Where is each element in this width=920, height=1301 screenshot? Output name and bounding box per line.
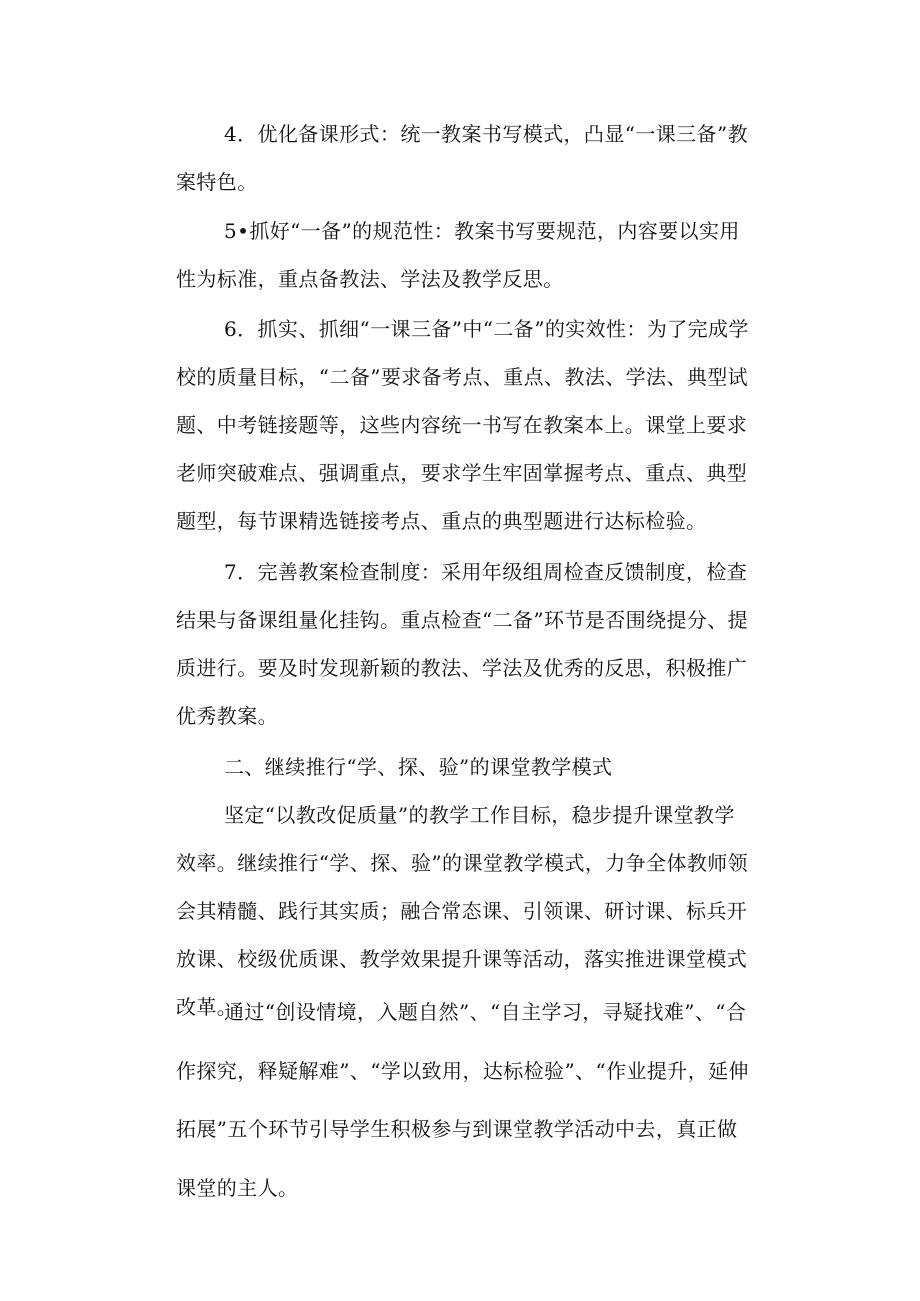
section-heading: 二、继续推行“学、探、验”的课堂教学模式 (224, 755, 613, 779)
paragraph-item-6: 6．抓实、抓细“一课三备”中“二备”的实效性：为了完成学校的质量目标，“二备”要求备考点、重点、教法、学法、典型试题、中考链接题等，这些内容统一书写在教案本上。课堂上要求老师突破难点、强调重点，要求学生牢固掌握考点、重点、典型题型，每节课精选链接考点、重点的典型题进行达标检验。 (176, 317, 749, 533)
section-paragraph-steps: 通过“创设情境，入题自然”、“自主学习，寻疑找难”、“合作探究，释疑解难”、“学以致用，达标检验”、“作业提升，延伸拓展”五个环节引导学生积极参与到课堂教学活动中去，真正做课堂的主人。 (176, 1000, 749, 1200)
paragraph-item-4: 4．优化备课形式：统一教案书写模式，凸显“一课三备”教案特色。 (176, 122, 748, 194)
section-paragraph-goal: 坚定“以教改促质量”的教学工作目标，稳步提升课堂教学效率。继续推行“学、探、验”的课堂教学模式，力争全体教师领会其精髓、践行其实质；融合常态课、引领课、研讨课、标兵开放课、校级优质课、教学效果提升课等活动，落实推进课堂模式改革。 (176, 803, 749, 1019)
paragraph-item-5: 5•抓好“一备”的规范性：教案书写要规范，内容要以实用性为标准，重点备教法、学法及教学反思。 (176, 219, 740, 291)
paragraph-item-7: 7．完善教案检查制度：采用年级组周检查反馈制度，检查结果与备课组量化挂钩。重点检查“二备”环节是否围绕提分、提质进行。要及时发现新颖的教法、学法及优秀的反思，积极推广优秀教案。 (176, 560, 749, 728)
